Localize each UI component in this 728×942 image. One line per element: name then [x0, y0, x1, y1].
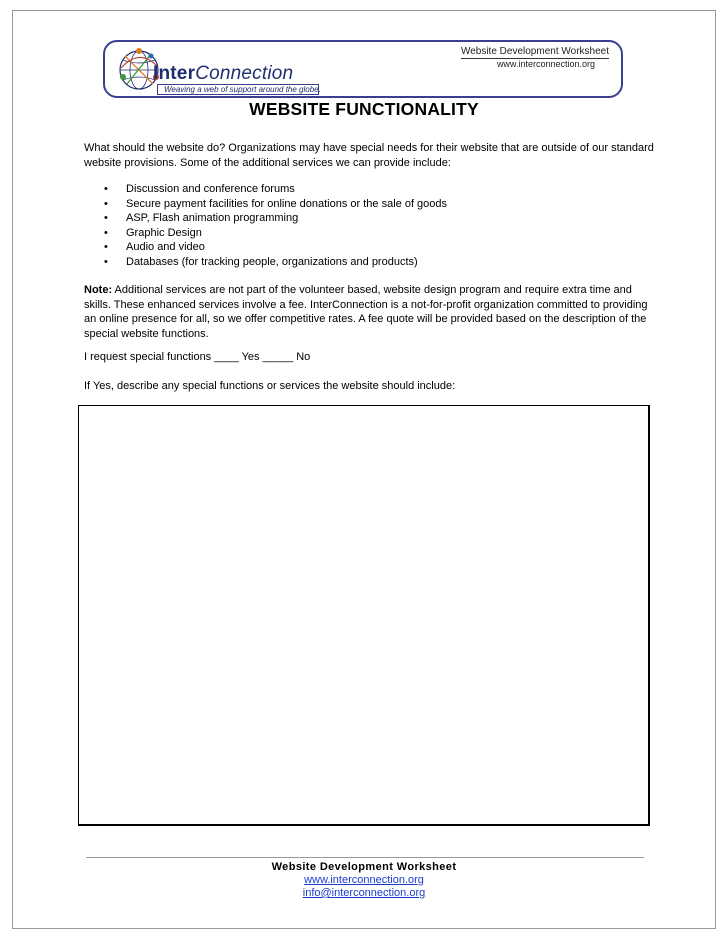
- bullet-icon: •: [104, 255, 108, 268]
- request-functions-line[interactable]: I request special functions ____ Yes _____ No: [84, 351, 311, 363]
- footer-divider: [86, 857, 644, 858]
- list-item: [98, 211, 447, 226]
- footer-email-link[interactable]: info@interconnection.org: [302, 887, 426, 899]
- list-item: [98, 240, 447, 255]
- services-list: [98, 182, 447, 270]
- banner-website: www.interconnection.org: [496, 59, 595, 69]
- list-item-text: Databases (for tracking people, organizations and products): [126, 255, 418, 268]
- logo-name-part2: Connection: [195, 63, 294, 84]
- describe-prompt: If Yes, describe any special functions or services the website should include:: [84, 380, 456, 392]
- logo-wordmark: [153, 63, 293, 85]
- note-paragraph: [84, 283, 654, 341]
- list-item: [98, 226, 447, 241]
- list-item: [98, 255, 447, 270]
- header-banner: [103, 40, 623, 98]
- logo-name-part1: Inter: [153, 63, 196, 84]
- list-item-text: Discussion and conference forums: [126, 183, 295, 195]
- bullet-icon: •: [104, 226, 108, 239]
- list-item-text: ASP, Flash animation programming: [126, 212, 299, 225]
- list-item-text: Secure payment facilities for online donations or the sale of goods: [126, 197, 448, 210]
- bullet-icon: •: [104, 197, 108, 210]
- intro-paragraph: What should the website do? Organizations may have special needs for their website that are outside of our standard website provisions. Some of the additional services we can provide include:: [84, 142, 654, 169]
- list-item-text: Graphic Design: [126, 226, 202, 239]
- bullet-icon: •: [104, 183, 108, 195]
- logo-tagline: Weaving a web of support around the globe.: [157, 84, 319, 95]
- list-item: [98, 197, 447, 212]
- banner-worksheet-title: Website Development Worksheet: [460, 46, 609, 57]
- list-item: [98, 182, 447, 197]
- note-label: Note:: [84, 284, 113, 296]
- page-title: WEBSITE FUNCTIONALITY: [249, 99, 479, 119]
- footer-website-link[interactable]: www.interconnection.org: [304, 874, 424, 886]
- list-item-text: Audio and video: [126, 241, 205, 254]
- note-text: Additional services are not part of the volunteer based, website design program and require extra time and skills. These enhanced services involve a fee. InterConnection is a not-for-profit organization committed to providing an online presence for all, so we offer competitive rates. A fee quote will be provided based on the description of the special website functions.: [84, 284, 648, 340]
- bullet-icon: •: [104, 241, 108, 254]
- bullet-icon: •: [104, 212, 108, 225]
- special-functions-answer-box[interactable]: [78, 405, 650, 826]
- footer-title: Website Development Worksheet: [271, 861, 457, 873]
